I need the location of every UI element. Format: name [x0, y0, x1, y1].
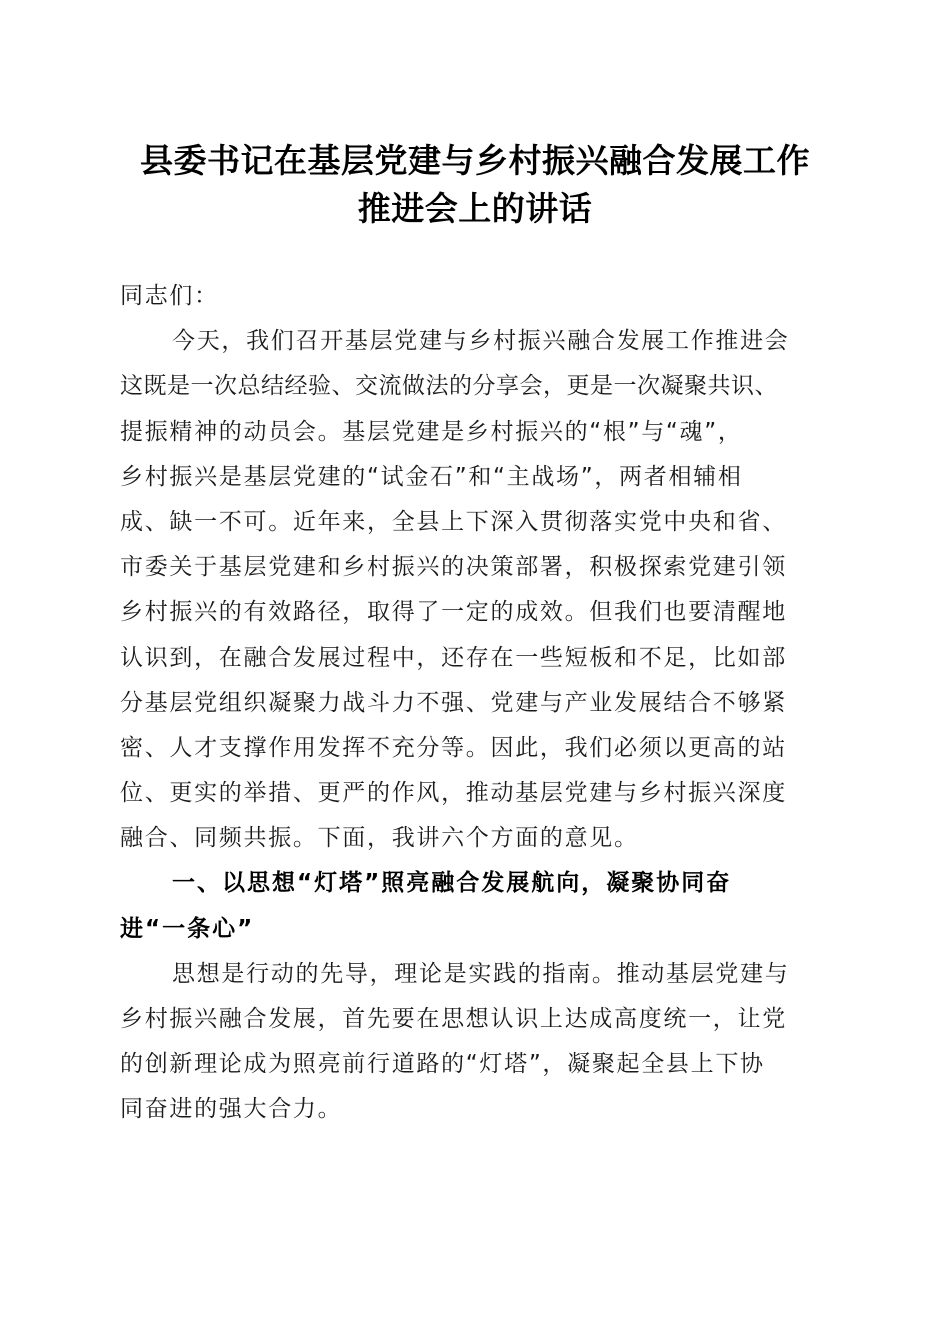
paragraph-line: 的创新理论成为照亮前行道路的“灯塔”，凝聚起全县上下协	[120, 1051, 765, 1078]
paragraph-line: 这既是一次总结经验、交流做法的分享会，更是一次凝聚共识、	[120, 373, 778, 400]
document-title	[100, 137, 850, 233]
paragraph-line: 思想是行动的先导，理论是实践的指南。推动基层党建与	[172, 960, 790, 987]
paragraph-line: 乡村振兴是基层党建的“试金石”和“主战场”，两者相辅相	[120, 463, 743, 490]
paragraph-line: 提振精神的动员会。基层党建是乡村振兴的“根”与“魂”，	[120, 418, 743, 445]
paragraph-intro	[120, 327, 835, 869]
document-body	[120, 282, 835, 1141]
paragraph-line: 乡村振兴的有效路径，取得了一定的成效。但我们也要清醒地	[120, 599, 787, 626]
paragraph-line: 乡村振兴融合发展，首先要在思想认识上达成高度统一，让党	[120, 1006, 787, 1032]
paragraph-line: 同奋进的强大合力。	[120, 1096, 343, 1123]
section-heading-1	[120, 869, 835, 959]
paragraph-line: 融合、同频共振。下面，我讲六个方面的意见。	[120, 825, 639, 852]
paragraph-section-1	[120, 960, 835, 1141]
title-line: 县委书记在基层党建与乡村振兴融合发展工作	[140, 141, 810, 180]
paragraph-line: 位、更实的举措、更严的作风，推动基层党建与乡村振兴深度	[120, 780, 787, 807]
salutation: 同志们：	[120, 283, 219, 309]
paragraph-line: 认识到，在融合发展过程中，还存在一些短板和不足，比如部	[120, 644, 787, 671]
paragraph-line: 成、缺一不可。近年来，全县上下深入贯彻落实党中央和省、	[120, 508, 787, 535]
paragraph-line: 今天，我们召开基层党建与乡村振兴融合发展工作推进会	[172, 328, 790, 355]
paragraph-line: 市委关于基层党建和乡村振兴的决策部署，积极探索党建引领	[120, 554, 787, 581]
title-line: 推进会上的讲话	[357, 189, 593, 228]
paragraph-line: 分基层党组织凝聚力战斗力不强、党建与产业发展结合不够紧	[120, 689, 787, 716]
paragraph-line: 密、人才支撑作用发挥不充分等。因此，我们必须以更高的站	[120, 734, 787, 761]
heading-line: 一、以思想“灯塔”照亮融合发展航向，凝聚协同奋	[172, 870, 732, 897]
heading-line: 进“一条心”	[120, 915, 255, 942]
